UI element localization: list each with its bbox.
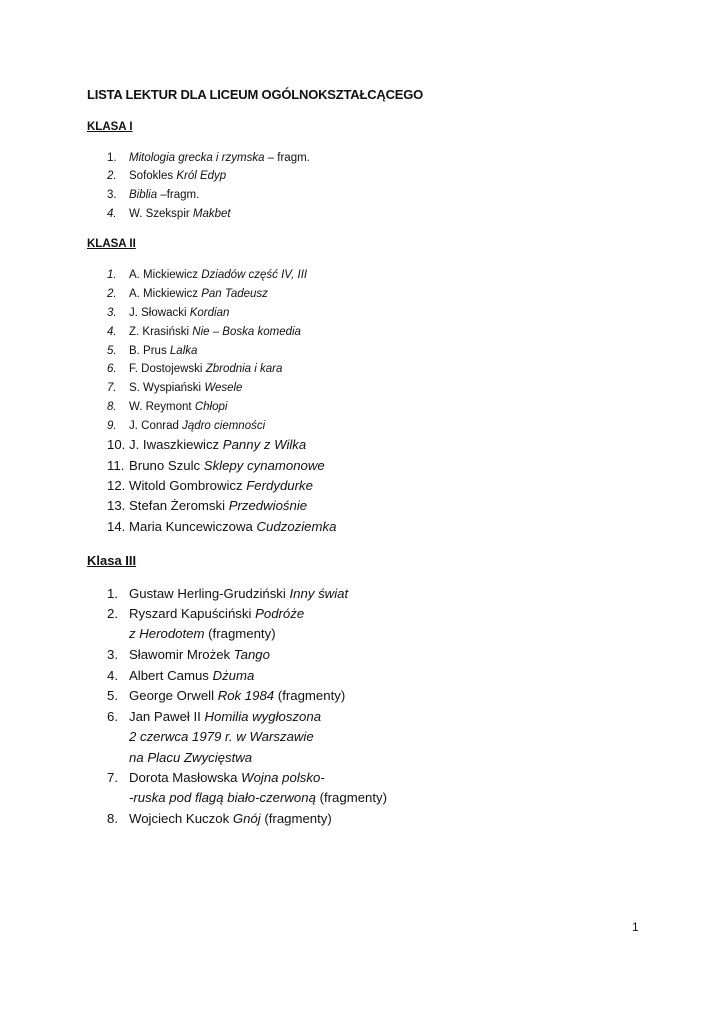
item-text	[129, 382, 242, 394]
item-title: Ferdydurke	[246, 478, 313, 493]
item-author: Maria Kuncewiczowa	[129, 519, 257, 534]
page-number: 1	[632, 920, 639, 934]
item-text	[129, 307, 229, 319]
item-title: Podróże	[255, 606, 305, 621]
item-text	[129, 363, 282, 375]
item-author: Bruno Szulc	[129, 458, 204, 473]
item-title: Jądro ciemności	[182, 420, 266, 432]
item-author: A. Mickiewicz	[129, 269, 202, 281]
item-author: Witold Gombrowicz	[129, 478, 247, 493]
item-number: 14.	[107, 519, 126, 534]
item-author: J. Iwaszkiewicz	[129, 437, 223, 452]
item-text	[129, 688, 345, 703]
item-note: –fragm.	[157, 189, 200, 201]
item-title: 2 czerwca 1979 r. w Warszawie	[129, 729, 314, 744]
item-author: Gustaw Herling-Grudziński	[129, 586, 290, 601]
item-number: 7.	[107, 382, 117, 394]
item-title: Mitologia grecka i rzymska	[129, 152, 265, 164]
item-number: 8.	[107, 401, 117, 413]
item-number: 7.	[107, 770, 118, 785]
item-title: na Placu Zwycięstwa	[129, 750, 253, 765]
item-title: Homilia wygłoszona	[204, 709, 322, 724]
item-number: 3.	[107, 307, 117, 319]
item-author: Ryszard Kapuściński	[129, 606, 256, 621]
item-title: z Herodotem	[129, 626, 205, 641]
item-text	[129, 189, 199, 201]
item-author: Dorota Masłowska	[129, 770, 242, 785]
item-text	[129, 208, 231, 220]
item-text	[129, 478, 313, 493]
item-author: Albert Camus	[129, 668, 213, 683]
item-number: 8.	[107, 811, 118, 826]
item-number: 10.	[107, 437, 126, 452]
item-text	[129, 811, 332, 826]
item-note: (fragmenty)	[204, 626, 276, 641]
item-text	[129, 729, 314, 744]
item-author: B. Prus	[129, 345, 170, 357]
item-number: 1.	[107, 152, 117, 164]
item-author: Z. Krasiński	[129, 326, 193, 338]
heading-klasa-3: Klasa III	[87, 553, 137, 568]
item-title: Król Edyp	[176, 170, 227, 182]
item-title: Lalka	[169, 345, 198, 357]
item-number: 1.	[107, 269, 117, 281]
document-title: LISTA LEKTUR DLA LICEUM OGÓLNOKSZTAŁCĄCEGO	[87, 87, 424, 102]
item-title: Dziadów część IV, III	[201, 269, 308, 281]
item-number: 3.	[107, 189, 117, 201]
item-author: S. Wyspiański	[129, 382, 205, 394]
item-number: 4.	[107, 326, 117, 338]
item-number: 13.	[107, 498, 126, 513]
item-number: 2.	[107, 170, 117, 182]
item-author: A. Mickiewicz	[129, 288, 202, 300]
item-title: Cudzoziemka	[256, 519, 337, 534]
item-text	[129, 750, 252, 765]
item-author: Jan Paweł II	[129, 709, 205, 724]
item-text	[129, 345, 197, 357]
item-author: Sławomir Mrożek	[129, 647, 234, 662]
item-number: 2.	[107, 288, 117, 300]
item-title: Rok 1984	[217, 688, 275, 703]
item-title: Przedwiośnie	[228, 498, 308, 513]
item-text	[129, 401, 227, 413]
item-text	[129, 458, 325, 473]
item-text	[129, 269, 307, 281]
item-number: 5.	[107, 688, 118, 703]
item-number: 1.	[107, 586, 118, 601]
item-number: 5.	[107, 345, 117, 357]
item-title: Biblia	[129, 189, 158, 201]
item-author: W. Szekspir	[129, 208, 193, 220]
item-title: Dżuma	[212, 668, 255, 683]
item-title: Inny świat	[289, 586, 349, 601]
item-number: 4.	[107, 208, 117, 220]
item-text	[129, 519, 336, 534]
item-number: 12.	[107, 478, 126, 493]
item-text	[129, 437, 306, 452]
item-text	[129, 586, 348, 601]
item-title: Zbrodnia i kara	[205, 363, 283, 375]
item-author: J. Słowacki	[129, 307, 190, 319]
heading-klasa-2: KLASA II	[87, 238, 136, 250]
item-text	[129, 420, 265, 432]
item-text	[129, 152, 310, 164]
item-note: (fragmenty)	[315, 790, 388, 805]
item-text	[129, 770, 325, 785]
item-text	[129, 498, 307, 513]
item-title: Gnój	[232, 811, 261, 826]
item-title: Makbet	[192, 208, 231, 220]
item-title: Sklepy cynamonowe	[203, 458, 325, 473]
item-title: Nie – Boska komedia	[192, 326, 301, 338]
item-text	[129, 709, 321, 724]
item-number: 9.	[107, 420, 117, 432]
item-title: Chłopi	[194, 401, 228, 413]
item-note: (fragmenty)	[260, 811, 332, 826]
item-text	[129, 606, 304, 621]
item-text	[129, 668, 254, 683]
item-note: – fragm.	[264, 152, 310, 164]
item-number: 3.	[107, 647, 118, 662]
item-text	[129, 790, 387, 805]
item-title: Kordian	[189, 307, 230, 319]
item-text	[129, 647, 270, 662]
item-text	[129, 288, 268, 300]
item-author: Stefan Żeromski	[129, 498, 229, 513]
item-text	[129, 170, 226, 182]
item-title: Pan Tadeusz	[201, 288, 268, 300]
item-author: George Orwell	[129, 688, 218, 703]
item-number: 4.	[107, 668, 118, 683]
item-author: F. Dostojewski	[129, 363, 206, 375]
item-author: J. Conrad	[129, 420, 183, 432]
item-title: Wojna polsko-	[241, 770, 325, 785]
item-number: 6.	[107, 709, 118, 724]
item-number: 11.	[107, 458, 125, 473]
heading-klasa-1: KLASA I	[87, 121, 133, 133]
item-author: W. Reymont	[129, 401, 195, 413]
item-author: Sofokles	[129, 170, 177, 182]
item-author: Wojciech Kuczok	[129, 811, 233, 826]
item-number: 6.	[107, 363, 117, 375]
item-text	[129, 626, 276, 641]
item-text	[129, 326, 301, 338]
item-title: Wesele	[204, 382, 243, 394]
item-title: Panny z Wilka	[222, 437, 307, 452]
item-title: -ruska pod flagą biało-czerwoną	[129, 790, 316, 805]
item-note: (fragmenty)	[274, 688, 346, 703]
item-title: Tango	[233, 647, 270, 662]
item-number: 2.	[107, 606, 118, 621]
